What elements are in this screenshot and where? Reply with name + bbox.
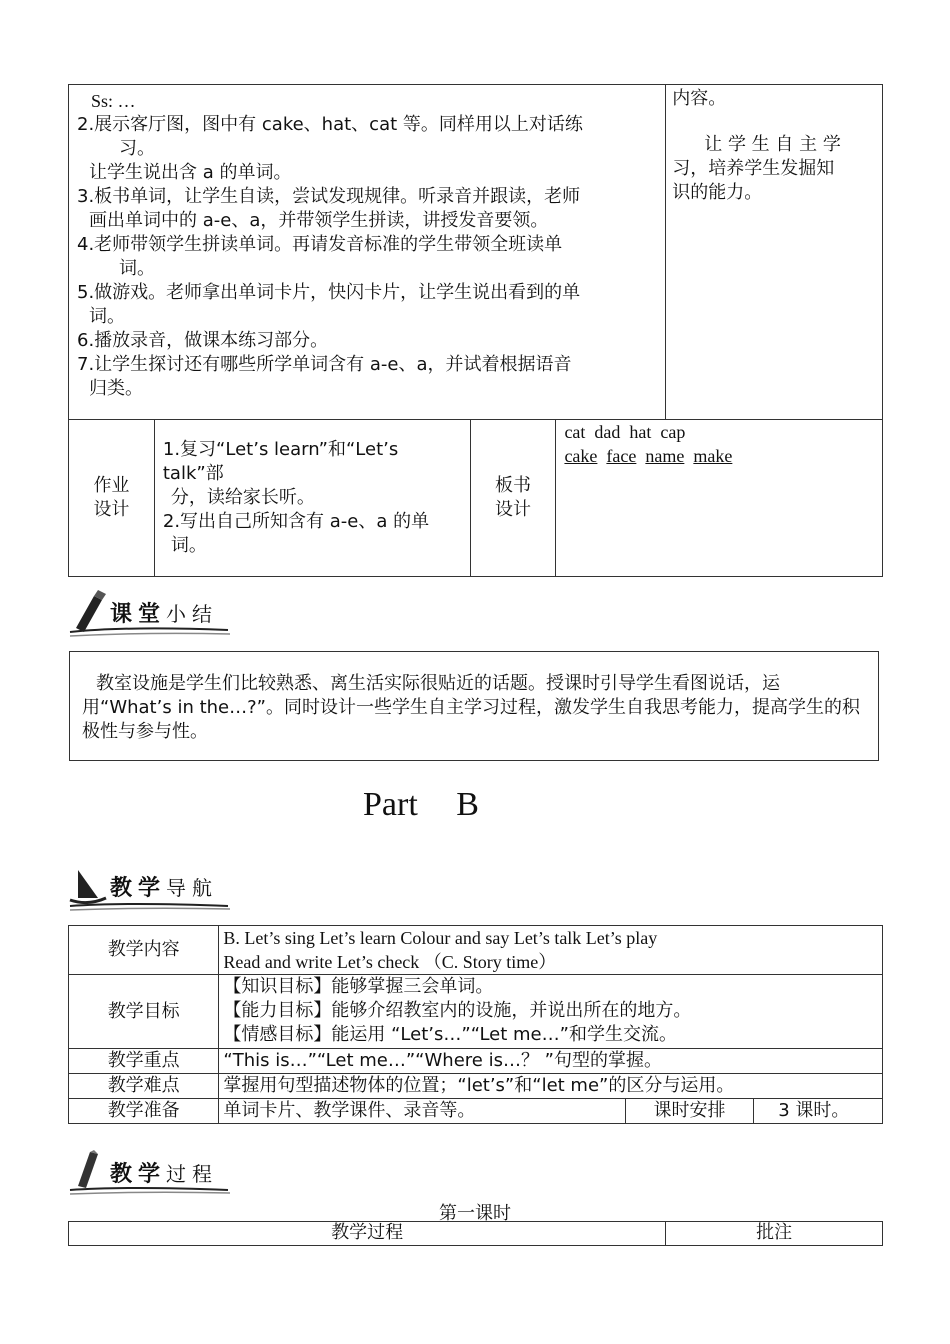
note-line: 内容。: [672, 88, 727, 109]
process-line: 让学生说出含 a 的单词。: [89, 162, 292, 183]
goal-line: 【情感目标】能运用 “Let’s…”“Let me…”和学生交流。: [223, 1024, 677, 1045]
board-word: face: [606, 446, 637, 466]
note-line: 识的能力。: [672, 182, 763, 203]
board-label: [470, 420, 556, 577]
board-word: cap: [660, 422, 686, 442]
summary-title-main: 课堂: [110, 602, 167, 627]
homework-line: 2.写出自己所知含有 a-e、a 的单: [162, 511, 430, 532]
note-line: 习，培养学生发掘知: [672, 158, 835, 179]
difficulty-label: 教学难点: [69, 1074, 219, 1099]
board-word: hat: [629, 422, 652, 442]
notes-cell: [666, 85, 883, 420]
homework-label-line: 设计: [93, 499, 130, 520]
homework-line: 分，读给家长听。: [170, 487, 315, 508]
process-header: [68, 1150, 233, 1192]
difficulty-value: 掌握用句型描述物体的位置；“let’s”和“let me”的区分与运用。: [219, 1074, 883, 1099]
process-line: 2.展示客厅图，图中有 cake、hat、cat 等。同样用以上对话练: [77, 114, 583, 135]
board-word: name: [645, 446, 685, 466]
lesson-title: 第一课时: [439, 1203, 511, 1224]
board-row-1: [564, 420, 874, 444]
lesson-process-table: [68, 84, 883, 577]
schedule-value: 3 课时。: [754, 1099, 883, 1124]
process-title: [110, 1157, 218, 1188]
content-label: 教学内容: [69, 926, 219, 975]
part-title: Part B: [363, 786, 479, 823]
homework-label-line: 作业: [93, 475, 130, 496]
goal-line: 【能力目标】能够介绍教室内的设施，并说出所在的地方。: [223, 1000, 692, 1021]
homework-line: 1.复习“Let’s learn”和“Let’s talk”部: [162, 439, 399, 484]
guide-table: [68, 925, 883, 1124]
summary-box: [69, 651, 879, 761]
process-line: 3.板书单词，让学生自读，尝试发现规律。听录音并跟读，老师: [77, 186, 581, 207]
process-line: 4.老师带领学生拼读单词。再请发音标准的学生带领全班读单: [77, 234, 563, 255]
homework-line: 词。: [170, 535, 207, 556]
summary-header: [68, 590, 233, 632]
prep-value: 单词卡片、教学课件、录音等。: [219, 1099, 625, 1124]
guide-title-small: 导航: [166, 876, 219, 900]
process-line: 习。: [119, 138, 155, 159]
board-row-2: [564, 444, 874, 468]
goal-value: [219, 975, 883, 1049]
board-label-line: 板书: [495, 475, 531, 496]
process-line: 5.做游戏。老师拿出单词卡片，快闪卡片，让学生说出看到的单: [77, 282, 581, 303]
board-word: cake: [564, 446, 598, 466]
summary-title-small: 小结: [166, 602, 219, 626]
board-content: [556, 420, 883, 577]
board-word: make: [693, 446, 733, 466]
content-line: B. Let’s sing Let’s learn Colour and say Let’s talk Let’s play: [223, 928, 658, 948]
schedule-label: 课时安排: [625, 1099, 754, 1124]
process-line: 词。: [89, 306, 125, 327]
col-process: 教学过程: [69, 1222, 666, 1246]
key-value: “This is…”“Let me…”“Where is…？ ”句型的掌握。: [219, 1049, 883, 1074]
process-line: 归类。: [89, 378, 143, 399]
process-line: 画出单词中的 a-e、a，并带领学生拼读，讲授发音要领。: [89, 210, 549, 231]
summary-title: [110, 597, 218, 628]
board-word: cat: [564, 422, 586, 442]
board-word: dad: [594, 422, 621, 442]
goal-label: 教学目标: [69, 975, 219, 1049]
guide-title-main: 教学: [110, 876, 167, 901]
homework-content: [154, 420, 470, 577]
process-line: 7.让学生探讨还有哪些所学单词含有 a-e、a，并试着根据语音: [77, 354, 572, 375]
guide-header: [68, 864, 233, 906]
goal-line: 【知识目标】能够掌握三会单词。: [223, 976, 494, 997]
content-value: [219, 926, 883, 975]
key-label: 教学重点: [69, 1049, 219, 1074]
summary-text: 教室设施是学生们比较熟悉、离生活实际很贴近的话题。授课时引导学生看图说话，运用“What’s in the…?”。同时设计一些学生自主学习过程，激发学生自我思考能力，提高学生的积极性与参与性。: [82, 673, 860, 742]
process-line: Ss: …: [91, 91, 136, 111]
prep-label: 教学准备: [69, 1099, 219, 1124]
content-line: Read and write Let’s check （C. Story time）: [223, 952, 557, 972]
process-header-table: [68, 1221, 883, 1246]
board-label-line: 设计: [495, 499, 531, 520]
process-title-small: 过程: [166, 1162, 219, 1186]
col-notes: 批注: [666, 1222, 883, 1246]
homework-label: [69, 420, 155, 577]
process-cell: [69, 85, 666, 420]
note-line: 让 学 生 自 主 学: [704, 134, 841, 155]
guide-title: [110, 871, 218, 902]
process-line: 6.播放录音，做课本练习部分。: [77, 330, 329, 351]
process-title-main: 教学: [110, 1162, 167, 1187]
process-line: 词。: [119, 258, 155, 279]
